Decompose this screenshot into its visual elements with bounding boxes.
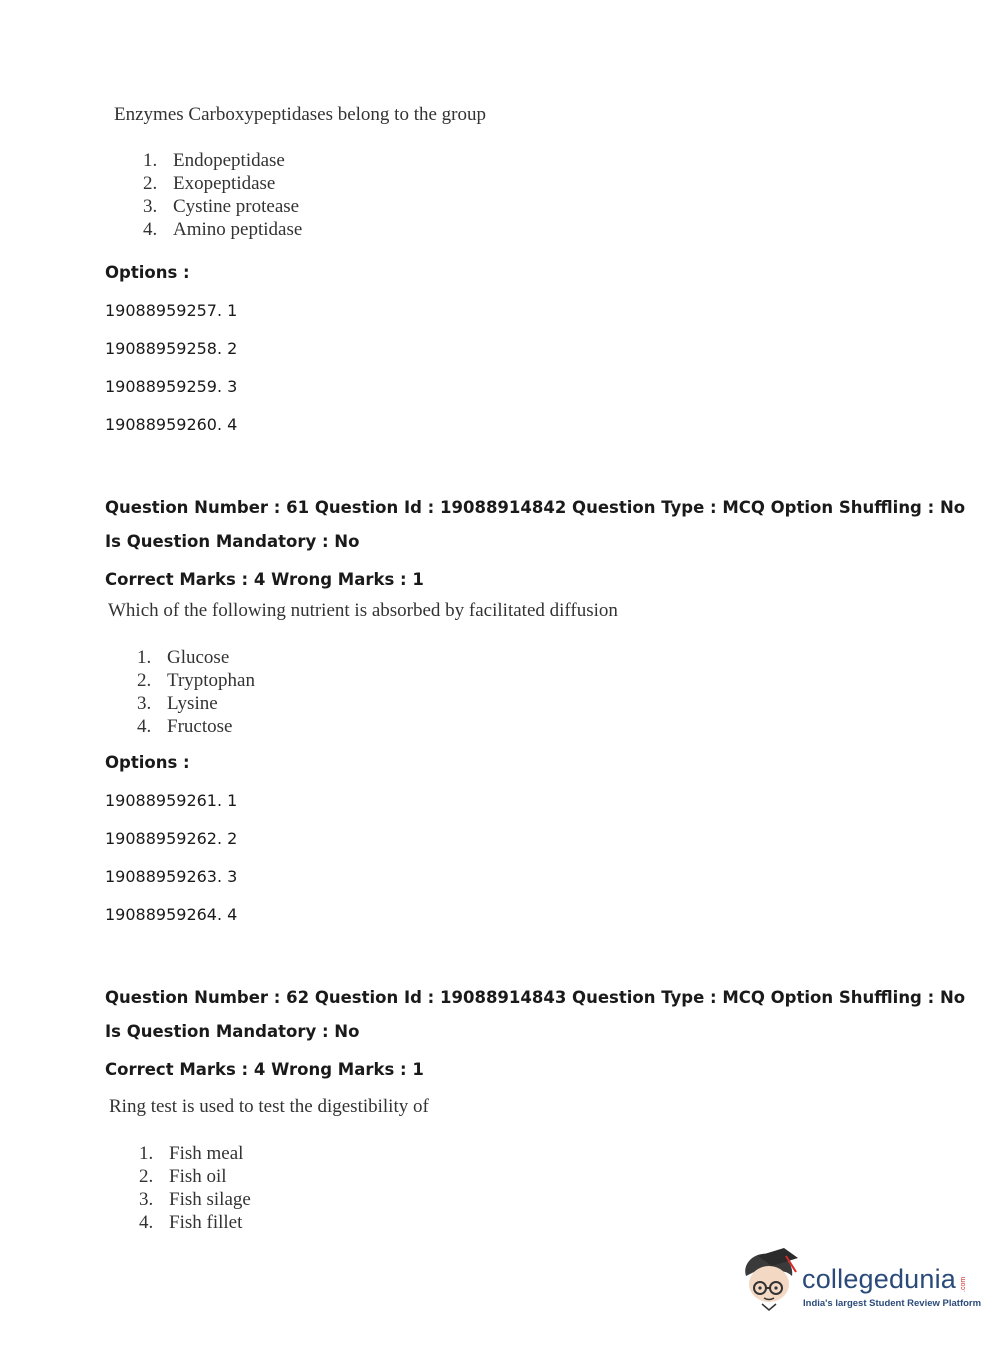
- answer-choice: 1. Fish meal: [139, 1143, 244, 1164]
- question-mandatory: Is Question Mandatory : No: [105, 1022, 360, 1041]
- question-marks: Correct Marks : 4 Wrong Marks : 1: [105, 1060, 424, 1079]
- option-item: 19088959260. 4: [105, 415, 238, 434]
- answer-choice: 2. Tryptophan: [137, 670, 255, 691]
- answer-choice: 3. Fish silage: [139, 1189, 251, 1210]
- answer-choice: 4. Fructose: [137, 716, 233, 737]
- question-mandatory: Is Question Mandatory : No: [105, 532, 360, 551]
- option-item: 19088959259. 3: [105, 377, 238, 396]
- question-stem: Ring test is used to test the digestibility of: [109, 1096, 429, 1117]
- logo-wordmark: collegedunia: [802, 1264, 957, 1294]
- mascot-icon: [738, 1246, 802, 1312]
- answer-choice-list: [143, 149, 302, 241]
- answer-choice: 3. Lysine: [137, 693, 218, 714]
- option-item: 19088959264. 4: [105, 905, 238, 924]
- option-item: 19088959261. 1: [105, 791, 238, 810]
- answer-choice-list: [139, 1142, 251, 1234]
- options-label: Options :: [105, 753, 190, 772]
- answer-choice: 1. Glucose: [137, 647, 230, 668]
- question-stem: Which of the following nutrient is absorbed by facilitated diffusion: [108, 600, 618, 621]
- option-item: 19088959262. 2: [105, 829, 238, 848]
- option-item: 19088959257. 1: [105, 301, 238, 320]
- answer-choice: 1. Endopeptidase: [143, 150, 285, 171]
- question-header: Question Number : 62 Question Id : 19088914843 Question Type : MCQ Option Shuffling : No: [105, 988, 966, 1007]
- question-header: Question Number : 61 Question Id : 19088914842 Question Type : MCQ Option Shuffling : No: [105, 498, 966, 517]
- question-stem: Enzymes Carboxypeptidases belong to the group: [114, 104, 487, 125]
- answer-choice: 4. Amino peptidase: [143, 219, 303, 240]
- logo-suffix: .com: [960, 1276, 967, 1292]
- answer-choice: 3. Cystine protease: [143, 196, 300, 217]
- options-label: Options :: [105, 263, 190, 282]
- logo-tagline: India's largest Student Review Platform: [803, 1298, 982, 1309]
- answer-choice: 2. Fish oil: [139, 1166, 227, 1187]
- answer-choice-list: [137, 646, 255, 738]
- question-marks: Correct Marks : 4 Wrong Marks : 1: [105, 570, 424, 589]
- option-item: 19088959258. 2: [105, 339, 238, 358]
- answer-choice: 2. Exopeptidase: [143, 173, 276, 194]
- option-item: 19088959263. 3: [105, 867, 238, 886]
- answer-choice: 4. Fish fillet: [139, 1212, 243, 1233]
